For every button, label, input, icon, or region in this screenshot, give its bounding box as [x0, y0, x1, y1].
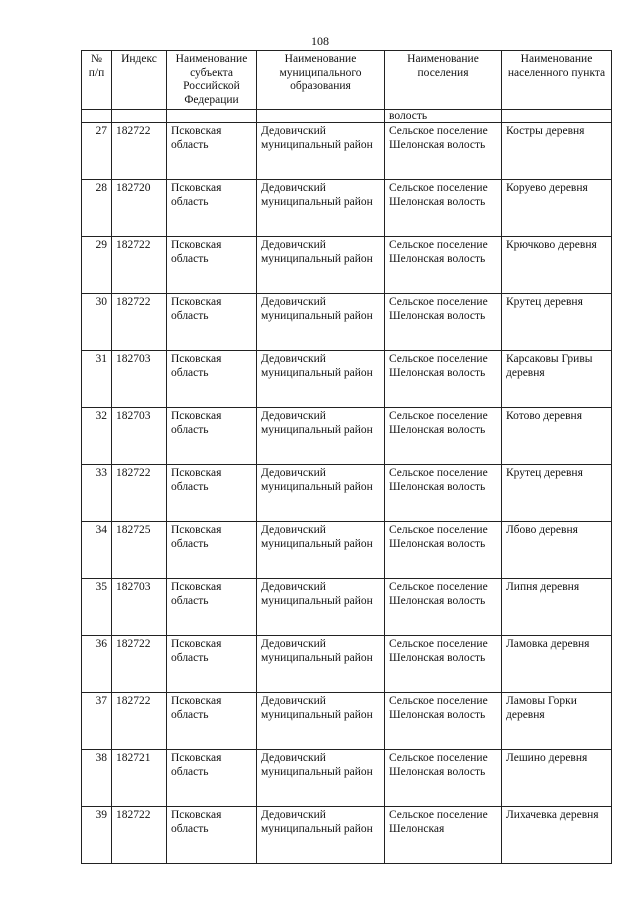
cell-index: 182725 [112, 522, 167, 579]
cell-index: 182722 [112, 636, 167, 693]
cell-subject: Псковская область [167, 123, 257, 180]
cell-locality: Крючково деревня [502, 237, 612, 294]
cell-index: 182722 [112, 294, 167, 351]
cell-subject: Псковская область [167, 693, 257, 750]
cell-index: 182721 [112, 750, 167, 807]
cell-municipality: Дедовичский муниципальный район [257, 123, 385, 180]
cell-municipality: Дедовичский муниципальный район [257, 294, 385, 351]
cell-subject: Псковская область [167, 180, 257, 237]
cell-municipality: Дедовичский муниципальный район [257, 351, 385, 408]
cell-settlement: Сельское поселение Шелонская волость [385, 579, 502, 636]
cell-num: 34 [82, 522, 112, 579]
header-municipality: Наименование муниципального образования [257, 51, 385, 110]
cell-index: 182722 [112, 693, 167, 750]
cell-municipality: Дедовичский муниципальный район [257, 579, 385, 636]
cell-settlement: Сельское поселение Шелонская волость [385, 294, 502, 351]
table-row [82, 693, 612, 750]
table-row [82, 579, 612, 636]
table-row [82, 465, 612, 522]
cell-settlement: Сельское поселение Шелонская волость [385, 408, 502, 465]
cell-subject: Псковская область [167, 237, 257, 294]
cell-subject: Псковская область [167, 579, 257, 636]
cell-locality: Крутец деревня [502, 465, 612, 522]
cell-settlement: Сельское поселение Шелонская волость [385, 693, 502, 750]
cell-index: 182722 [112, 807, 167, 864]
cell-settlement: Сельское поселение Шелонская волость [385, 750, 502, 807]
continuation-row [82, 110, 612, 123]
cell-municipality: Дедовичский муниципальный район [257, 807, 385, 864]
cell-locality: Лихачевка деревня [502, 807, 612, 864]
cell-locality: Карсаковы Гривы деревня [502, 351, 612, 408]
header-index: Индекс [112, 51, 167, 110]
cell-num: 35 [82, 579, 112, 636]
table-row [82, 807, 612, 864]
cell-locality: Котово деревня [502, 408, 612, 465]
cell-municipality: Дедовичский муниципальный район [257, 693, 385, 750]
cell-municipality: Дедовичский муниципальный район [257, 408, 385, 465]
cell-municipality: Дедовичский муниципальный район [257, 465, 385, 522]
cell-num: 27 [82, 123, 112, 180]
table-row [82, 123, 612, 180]
cell-index: 182722 [112, 465, 167, 522]
cell-locality: Лбово деревня [502, 522, 612, 579]
cell-locality: Коруево деревня [502, 180, 612, 237]
cell-municipality: Дедовичский муниципальный район [257, 237, 385, 294]
cell-settlement: Сельское поселение Шелонская волость [385, 180, 502, 237]
cell-subject: Псковская область [167, 351, 257, 408]
cell-locality: Ламовка деревня [502, 636, 612, 693]
continuation-settlement: волость [385, 110, 502, 123]
cell-subject: Псковская область [167, 750, 257, 807]
cell-settlement: Сельское поселение Шелонская [385, 807, 502, 864]
table-row [82, 522, 612, 579]
table-row [82, 180, 612, 237]
cell-municipality: Дедовичский муниципальный район [257, 750, 385, 807]
cell-settlement: Сельское поселение Шелонская волость [385, 522, 502, 579]
cell-index: 182720 [112, 180, 167, 237]
cell-subject: Псковская область [167, 636, 257, 693]
settlements-table [81, 50, 612, 864]
table-row [82, 636, 612, 693]
cell-settlement: Сельское поселение Шелонская волость [385, 465, 502, 522]
cell-locality: Липня деревня [502, 579, 612, 636]
page-number: 108 [311, 34, 329, 48]
header-locality: Наименование населенного пункта [502, 51, 612, 110]
cell-num: 30 [82, 294, 112, 351]
cell-num: 33 [82, 465, 112, 522]
cell-subject: Псковская область [167, 294, 257, 351]
cell-num: 38 [82, 750, 112, 807]
cell-subject: Псковская область [167, 522, 257, 579]
cell-num: 37 [82, 693, 112, 750]
cell-municipality: Дедовичский муниципальный район [257, 522, 385, 579]
cell-municipality: Дедовичский муниципальный район [257, 180, 385, 237]
cell-index: 182703 [112, 579, 167, 636]
cell-index: 182703 [112, 408, 167, 465]
cell-index: 182722 [112, 123, 167, 180]
cell-num: 36 [82, 636, 112, 693]
cell-num: 31 [82, 351, 112, 408]
cell-locality: Ламовы Горки деревня [502, 693, 612, 750]
table-row [82, 408, 612, 465]
table-row [82, 351, 612, 408]
cell-index: 182722 [112, 237, 167, 294]
cell-settlement: Сельское поселение Шелонская волость [385, 351, 502, 408]
cell-settlement: Сельское поселение Шелонская волость [385, 636, 502, 693]
header-settlement: Наименование поселения [385, 51, 502, 110]
cell-locality: Крутец деревня [502, 294, 612, 351]
table-row [82, 294, 612, 351]
cell-subject: Псковская область [167, 807, 257, 864]
cell-index: 182703 [112, 351, 167, 408]
cell-num: 28 [82, 180, 112, 237]
cell-subject: Псковская область [167, 465, 257, 522]
table-header-row [82, 51, 612, 110]
cell-settlement: Сельское поселение Шелонская волость [385, 237, 502, 294]
cell-settlement: Сельское поселение Шелонская волость [385, 123, 502, 180]
cell-locality: Костры деревня [502, 123, 612, 180]
header-num: № п/п [82, 51, 112, 110]
cell-num: 29 [82, 237, 112, 294]
cell-num: 32 [82, 408, 112, 465]
cell-subject: Псковская область [167, 408, 257, 465]
table-row [82, 237, 612, 294]
cell-locality: Лешино деревня [502, 750, 612, 807]
header-subject: Наименование субъекта Российской Федерации [167, 51, 257, 110]
table-row [82, 750, 612, 807]
cell-municipality: Дедовичский муниципальный район [257, 636, 385, 693]
cell-num: 39 [82, 807, 112, 864]
